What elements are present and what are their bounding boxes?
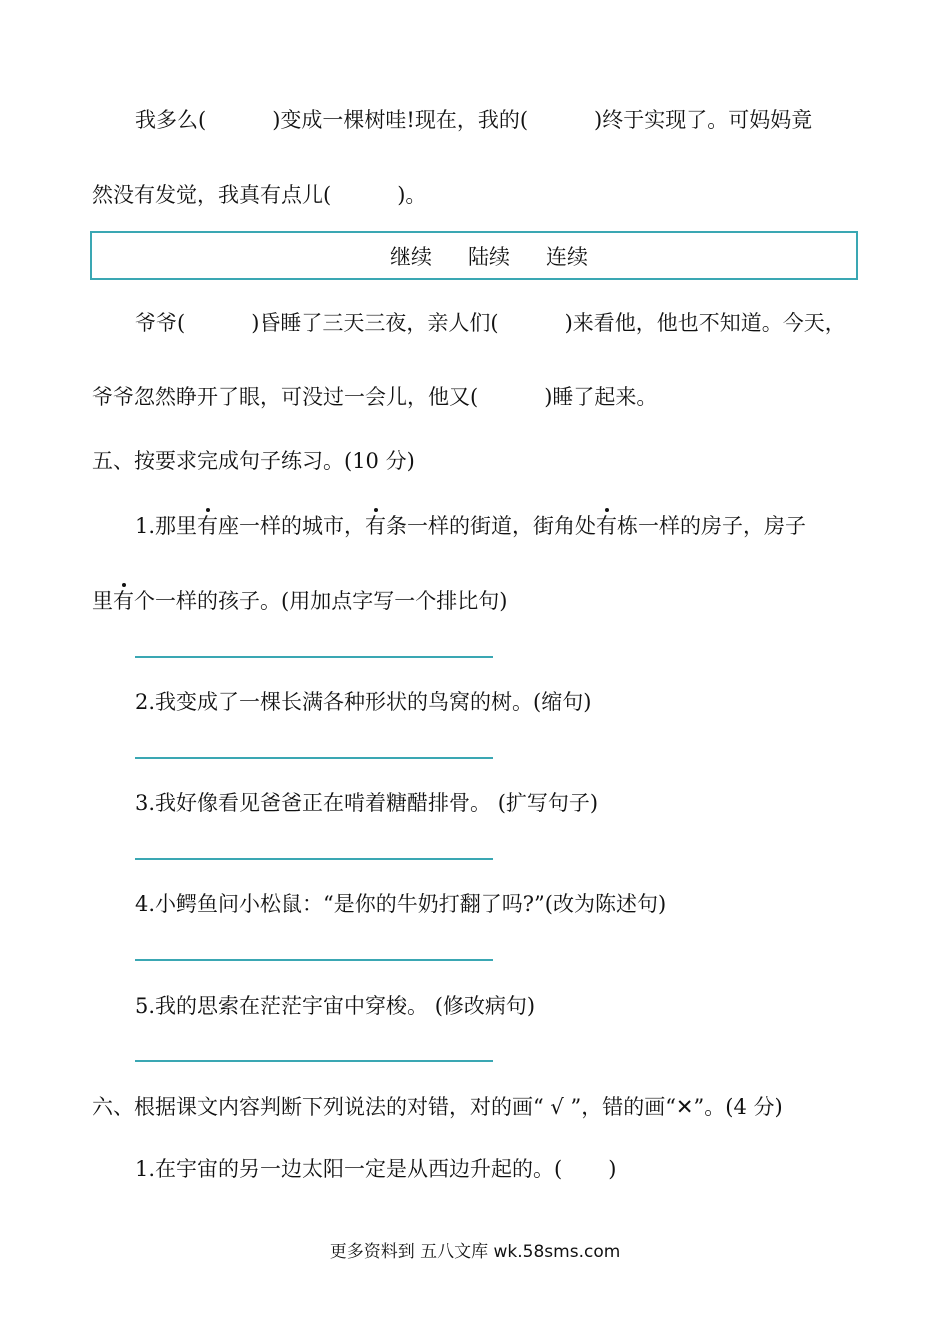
question-5: 5.我的思索在茫茫宇宙中穿梭。 (修改病句) — [135, 994, 536, 1018]
word-choice: 继续 — [390, 245, 432, 269]
text-fragment: )来看他，他也不知道。今天， — [564, 311, 846, 335]
word-choice: 陆续 — [468, 245, 510, 269]
judgement-question-1 — [135, 1155, 616, 1183]
text-fragment: 1.那里 — [135, 514, 198, 538]
section-heading: 六、根据课文内容判断下列说法的对错，对的画“ √ ”，错的画“✕”。(4 分) — [92, 1095, 783, 1119]
answer-line-3[interactable] — [135, 858, 493, 860]
answer-line-1[interactable] — [135, 656, 493, 658]
question-1-line-2 — [92, 587, 507, 615]
word-choice-box — [90, 231, 858, 280]
text-fragment: )。 — [397, 183, 427, 207]
text-fragment: 1.在宇宙的另一边太阳一定是从西边升起的。( — [135, 1157, 563, 1181]
question-1-line-1 — [135, 512, 806, 540]
text-fragment: )昏睡了三天三夜，亲人们( — [251, 311, 499, 335]
fill-blank-sentence-line — [135, 309, 846, 337]
text-fragment: 然没有发觉，我真有点儿( — [92, 183, 332, 207]
answer-line-2[interactable] — [135, 757, 493, 759]
dotted-character: 有 — [596, 514, 618, 538]
text-fragment: 座一样的城市， — [218, 514, 366, 538]
dotted-character: 有 — [197, 514, 219, 538]
footer-source: 更多资料到 五八文库 wk.58sms.com — [329, 1242, 621, 1262]
question-3: 3.我好像看见爸爸正在啃着糖醋排骨。 (扩写句子) — [135, 791, 599, 815]
answer-line-5[interactable] — [135, 1060, 493, 1062]
text-fragment: 栋一样的房子，房子 — [617, 514, 807, 538]
word-choices — [390, 243, 588, 271]
dotted-character: 有 — [113, 589, 134, 613]
text-fragment: 个一样的孩子。(用加点字写一个排比句) — [134, 589, 508, 613]
fill-blank-sentence-line — [92, 181, 426, 209]
fill-blank-sentence-line — [135, 106, 812, 134]
text-fragment: 爷爷忽然睁开了眼，可没过一会儿，他又( — [92, 385, 479, 409]
question-2: 2.我变成了一棵长满各种形状的鸟窝的树。(缩句) — [135, 690, 592, 714]
text-fragment: 我多么( — [135, 108, 207, 132]
text-fragment: )变成一棵树哇!现在，我的( — [272, 108, 529, 132]
answer-line-4[interactable] — [135, 959, 493, 961]
text-fragment: 爷爷( — [135, 311, 186, 335]
dotted-character: 有 — [365, 514, 387, 538]
text-fragment: ) — [608, 1157, 617, 1181]
question-4: 4.小鳄鱼问小松鼠：“是你的牛奶打翻了吗?”(改为陈述句) — [135, 892, 667, 916]
text-fragment: 条一样的街道，街角处 — [386, 514, 597, 538]
text-fragment: 里 — [92, 589, 113, 613]
text-fragment: )睡了起来。 — [544, 385, 658, 409]
word-choice: 连续 — [546, 245, 588, 269]
section-heading: 五、按要求完成句子练习。(10 分) — [92, 449, 415, 473]
fill-blank-sentence-line — [92, 383, 657, 411]
text-fragment: )终于实现了。可妈妈竟 — [594, 108, 813, 132]
